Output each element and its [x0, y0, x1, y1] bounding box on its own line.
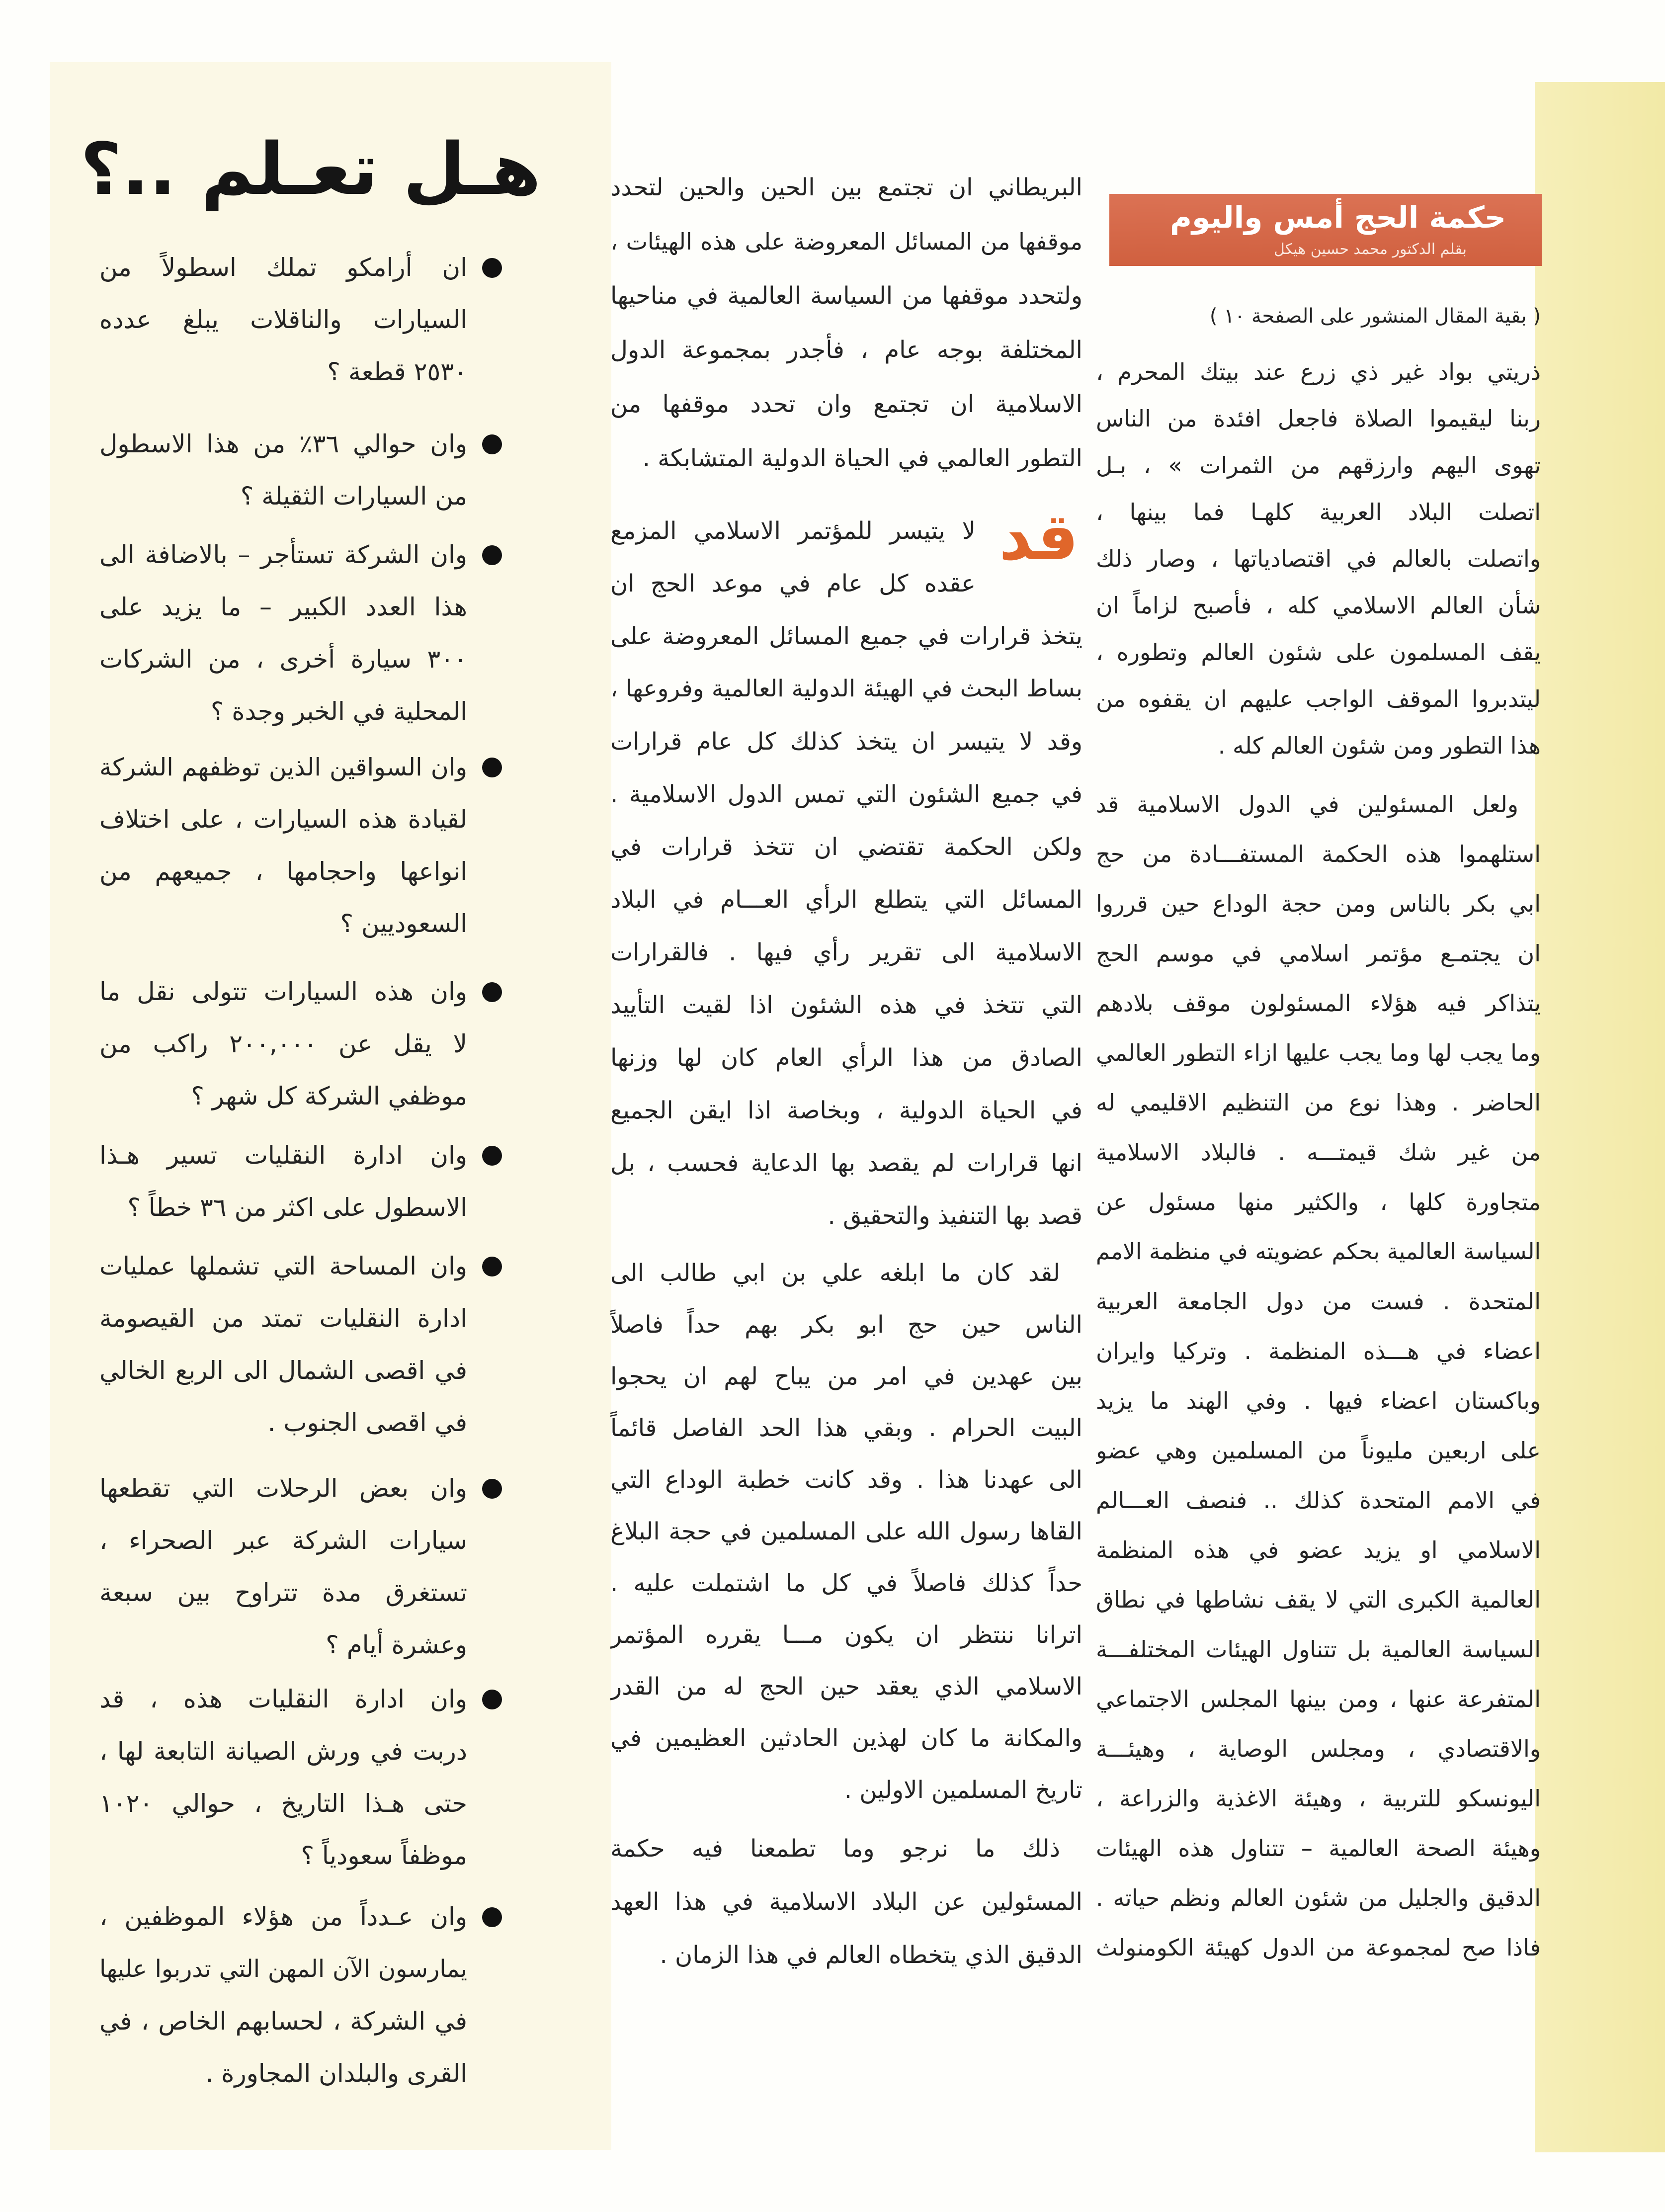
bullet-icon [482, 258, 502, 278]
sidebar-item-line: المحلية في الخبر وجدة ؟ [210, 697, 467, 726]
sidebar-item-line: لا يقل عن ٢٠٠,٠٠٠ راكب من [99, 1029, 467, 1058]
article-line: الناس حين حج ابو بكر بهم حداً فاصلاً [610, 1311, 1082, 1339]
article-line: ذريتي بواد غير ذي زرع عند بيتك المحرم ، [1096, 358, 1541, 385]
sidebar-item-line: وان حوالي ٣٦٪ من هذا الاسطول [99, 429, 467, 458]
article-paragraph [610, 505, 1082, 1242]
sidebar-item-line: هذا العدد الكبير – ما يزيد على [99, 593, 467, 621]
article-line: وقد لا يتيسر ان يتخذ كذلك كل عام قرارات [610, 728, 1082, 756]
article-line: استلهموا هذه الحكمة المستفـــادة من حج [1096, 841, 1541, 867]
sidebar-item [99, 242, 467, 398]
article-line: اترانا ننتظر ان يكون مـــا يقرره المؤتمر [610, 1621, 1082, 1649]
sidebar-item-line: تستغرق مدة تتراوح بين سبعة [99, 1578, 467, 1607]
article-line: فاذا صح لمجموعة من الدول كهيئة الكومنولث [1096, 1934, 1541, 1961]
article-line: ولكن الحكمة تقتضي ان تتخذ قرارات في [610, 833, 1082, 861]
bullet-icon [482, 1257, 502, 1276]
article-line: المتحدة . فست من دول الجامعة العربية [1096, 1288, 1541, 1315]
sidebar-item-line: الاسطول على اكثر من ٣٦ خطاً ؟ [127, 1193, 467, 1222]
article-line: موقفها من المسائل المعروضة على هذه الهيئات ، [610, 228, 1082, 255]
article-line: اتصلت البلاد العربية كلهـا فما بينها ، [1096, 499, 1541, 525]
article-line: البيت الحرام . وبقي هذا الحد الفاصل قائماً [610, 1414, 1082, 1442]
sidebar-item-line: ان أرامكو تملك اسطولاً من [99, 253, 467, 282]
sidebar-item-line: في الشركة ، لحسابهم الخاص ، في [99, 2007, 467, 2036]
article-line: التطور العالمي في الحياة الدولية المتشابكة . [642, 444, 1082, 472]
article-byline: بقلم الدكتور محمد حسين هيكل [1274, 241, 1467, 258]
sidebar-item [99, 418, 467, 522]
article-line: اعضاء في هـــذه المنظمة . وتركيا وايران [1096, 1338, 1541, 1364]
article-line: حداً كذلك فاصلاً في كل ما اشتملت عليه . [610, 1569, 1082, 1597]
article-paragraph [610, 1247, 1082, 1816]
article-line: اليونسكو للتربية ، وهيئة الاغذية والزراعة ، [1096, 1785, 1541, 1812]
article-paragraph [1096, 348, 1541, 769]
bullet-icon [482, 982, 502, 1002]
article-line: في الحياة الدولية ، وبخاصة اذا ايقن الجميع [610, 1097, 1082, 1124]
sidebar-item-line: في اقصى الشمال الى الربع الخالي [99, 1356, 467, 1385]
article-line: ذلك ما نرجو وما تطمعنا فيه حكمة [610, 1835, 1060, 1863]
article-line: الصادق من هذا الرأي العام كان لها وزنها [610, 1044, 1082, 1072]
sidebar-item-line: ادارة النقليات تمتد من القيصومة [99, 1304, 467, 1333]
article-line: المسائل التي يتطلع الرأي العـــام في البلاد [610, 886, 1082, 914]
sidebar-item [99, 1462, 467, 1671]
article-paragraph [610, 1822, 1082, 1982]
article-line: المتفرعة عنها ، ومن بينها المجلس الاجتماعي [1096, 1686, 1541, 1712]
article-line: الدقيق والجليل من شئون العالم ونظم حياته . [1096, 1884, 1541, 1911]
sidebar-item-line: وعشرة أيام ؟ [326, 1630, 467, 1659]
article-line: ليتدبروا الموقف الواجب عليهم ان يقفوه من [1096, 685, 1541, 712]
bullet-icon [482, 1146, 502, 1166]
article-line: تهوى اليهم وارزقهم من الثمرات » ، بـل [1096, 452, 1541, 479]
sidebar-item-line: موظفي الشركة كل شهر ؟ [191, 1082, 467, 1110]
sidebar-item-line: وان ادارة النقليات تسير هـذا [99, 1141, 467, 1170]
article-line: انها قرارات لم يقصد بها الدعاية فحسب ، بل [610, 1149, 1082, 1177]
sidebar-item-line: ٢٥٣٠ قطعة ؟ [327, 357, 467, 386]
continuation-note: ( بقية المقال المنشور على الصفحة ١٠ ) [1209, 305, 1541, 328]
sidebar-item-line: وان عـدداً من هؤلاء الموظفين ، [99, 1902, 467, 1931]
sidebar-item-line: موظفاً سعودياً ؟ [301, 1841, 467, 1870]
sidebar-item-line: وان ادارة النقليات هذه ، قد [99, 1685, 467, 1713]
article-line: يتخذ قرارات في جميع المسائل المعروضة على [610, 622, 1082, 650]
article-line: وما يجب لها وما يجب عليها ازاء التطور العالمي [1096, 1039, 1541, 1066]
article-heading-box [1109, 194, 1542, 266]
article-line: والمكانة ما كان لهذين الحادثين العظيمين في [610, 1724, 1082, 1752]
sidebar-item-line: وان بعض الرحلات التي تقطعها [99, 1474, 467, 1503]
article-line: بين عهدين في امر من يباح لهم ان يحجوا [610, 1362, 1082, 1390]
article-paragraph [1096, 779, 1541, 1972]
bullet-icon [482, 434, 502, 454]
article-line: يقف المسلمون على شئون العالم وتطوره ، [1096, 639, 1541, 666]
article-line: من غير شك قيمتـــه . فالبلاد الاسلامية [1096, 1139, 1541, 1166]
sidebar-item-line: القرى والبلدان المجاورة . [205, 2059, 467, 2088]
article-line: العالمية الكبرى التي لا يقف نشاطها في نطاق [1096, 1586, 1541, 1613]
article-paragraph [610, 161, 1082, 486]
sidebar-item-line: سيارات الشركة عبر الصحراء ، [99, 1526, 467, 1555]
article-line: هذا التطور ومن شئون العالم كله . [1218, 732, 1541, 759]
sidebar-item-line: من السيارات الثقيلة ؟ [240, 482, 467, 510]
article-line: المسئولين عن البلاد الاسلامية في هذا العهد [610, 1888, 1082, 1916]
sidebar-item-line: يمارسون الآن المهن التي تدربوا عليها [99, 1955, 467, 1983]
sidebar-item-line: السعوديين ؟ [340, 909, 467, 938]
sidebar-item [99, 1129, 467, 1234]
sidebar-item [99, 1240, 467, 1449]
article-line: الاسلامية الى تقرير رأي فيها . فالقرارات [610, 938, 1082, 966]
article-line: والاقتصادي ، ومجلس الوصاية ، وهيئـــة [1096, 1735, 1541, 1762]
sidebar-item [99, 529, 467, 738]
article-line: ان يجتمـع مؤتمر اسلامي في موسم الحج [1096, 940, 1541, 967]
sidebar-item-line: دربت في ورش الصيانة التابعة لها ، [99, 1737, 467, 1766]
sidebar-item [99, 966, 467, 1122]
sidebar-item-line: وان هذه السيارات تتولى نقل ما [99, 977, 467, 1006]
sidebar-item-line: انواعها واحجامها ، جميعهم من [99, 857, 467, 886]
article-line: ولتحدد موقفها من السياسة العالمية في مناحيها [610, 282, 1082, 310]
article-line: واتصلت بالعالم في اقتصادياتها ، وصار ذلك [1096, 545, 1541, 572]
article-line: القاها رسول الله على المسلمين في حجة البلاغ [610, 1518, 1082, 1545]
article-title: حكمة الحج أمس واليوم [1170, 200, 1506, 235]
article-line: الاسلامي الذي يعقد حين الحج له من القدر [610, 1673, 1082, 1701]
sidebar-item-line: وان المساحة التي تشملها عمليات [99, 1252, 467, 1280]
article-line: في جميع الشئون التي تمس الدول الاسلامية . [610, 780, 1082, 808]
page-edge-strip [1535, 82, 1665, 2152]
article-line: الى عهدنا هذا . وقد كانت خطبة الوداع التي [610, 1466, 1082, 1494]
article-line: الاسلامية ان تجتمع وان تحدد موقفها من [610, 390, 1082, 418]
sidebar-item-line: وان السواقين الذين توظفهم الشركة [99, 753, 467, 781]
sidebar-item-line: السيارات والناقلات يبلغ عدده [99, 305, 467, 334]
article-line: السياسة العالمية بل تتناول الهيئات المختلفـــة [1096, 1636, 1541, 1663]
bullet-icon [482, 1690, 502, 1709]
article-line: شأن العالم الاسلامي كله ، فأصبح لزاماً ان [1096, 592, 1541, 619]
sidebar-item [99, 1673, 467, 1882]
article-line: وباكستان اعضاء فيها . وفي الهند ما يزيد [1096, 1387, 1541, 1414]
article-line: الدقيق الذي يتخطاه العالم في هذا الزمان . [660, 1941, 1082, 1969]
article-line: الحاضر . وهذا نوع من التنظيم الاقليمي له [1096, 1089, 1541, 1116]
sidebar-item-line: ٣٠٠ سيارة أخرى ، من الشركات [99, 645, 467, 674]
article-line: ولعل المسئولين في الدول الاسلامية قد [1096, 791, 1518, 818]
sidebar-item [99, 741, 467, 950]
article-line: متجاورة كلها ، والكثير منها مسئول عن [1096, 1189, 1541, 1215]
drop-cap: قد [999, 499, 1079, 575]
bullet-icon [482, 1479, 502, 1499]
bullet-icon [482, 758, 502, 777]
article-line: في الامم المتحدة كذلك .. فنصف العـــالم [1096, 1487, 1541, 1514]
article-line: الاسلامي او يزيد عضو في هذه المنظمة [1096, 1536, 1541, 1563]
article-line: لا يتيسر للمؤتمر الاسلامي المزمع [610, 517, 976, 545]
sidebar-item-line: حتى هـذا التاريخ ، حوالي ١٠٢٠ [99, 1789, 467, 1818]
article-line: السياسة العالمية بحكم عضويته في منظمة الامم [1096, 1238, 1541, 1265]
bullet-icon [482, 1907, 502, 1927]
article-line: لقد كان ما ابلغه علي بن ابي طالب الى [610, 1259, 1060, 1287]
bullet-icon [482, 545, 502, 565]
article-line: يتذاكر فيه هؤلاء المسئولون موقف بلادهم [1096, 990, 1541, 1017]
article-line: بساط البحث في الهيئة الدولية العالمية وفروعها ، [610, 675, 1082, 702]
article-line: وهيئة الصحة العالمية – تتناول هذه الهيئات [1096, 1835, 1541, 1862]
article-line: البريطاني ان تجتمع بين الحين والحين لتحدد [610, 173, 1082, 201]
sidebar-item [99, 1891, 467, 2100]
sidebar-item-line: لقيادة هذه السيارات ، على اختلاف [99, 805, 467, 834]
article-line: عقده كل عام في موعد الحج ان [610, 570, 976, 597]
sidebar-item-line: في اقصى الجنوب . [267, 1408, 467, 1437]
article-line: ربنا ليقيموا الصلاة فاجعل افئدة من الناس [1096, 405, 1541, 432]
sidebar-item-line: وان الشركة تستأجر – بالاضافة الى [99, 540, 467, 569]
article-line: تاريخ المسلمين الاولين . [844, 1776, 1082, 1804]
article-line: على اربعين مليوناً من المسلمين وهي عضو [1096, 1437, 1541, 1464]
article-line: المختلفة بوجه عام ، فأجدر بمجموعة الدول [610, 336, 1082, 364]
article-line: التي تتخذ في هذه الشئون اذا لقيت التأييد [610, 991, 1082, 1019]
sidebar-title: هـل تعـلم ..؟ [80, 127, 541, 211]
article-line: قصد بها التنفيذ والتحقيق . [828, 1202, 1082, 1230]
article-line: ابي بكر بالناس ومن حجة الوداع حين قرروا [1096, 890, 1541, 917]
